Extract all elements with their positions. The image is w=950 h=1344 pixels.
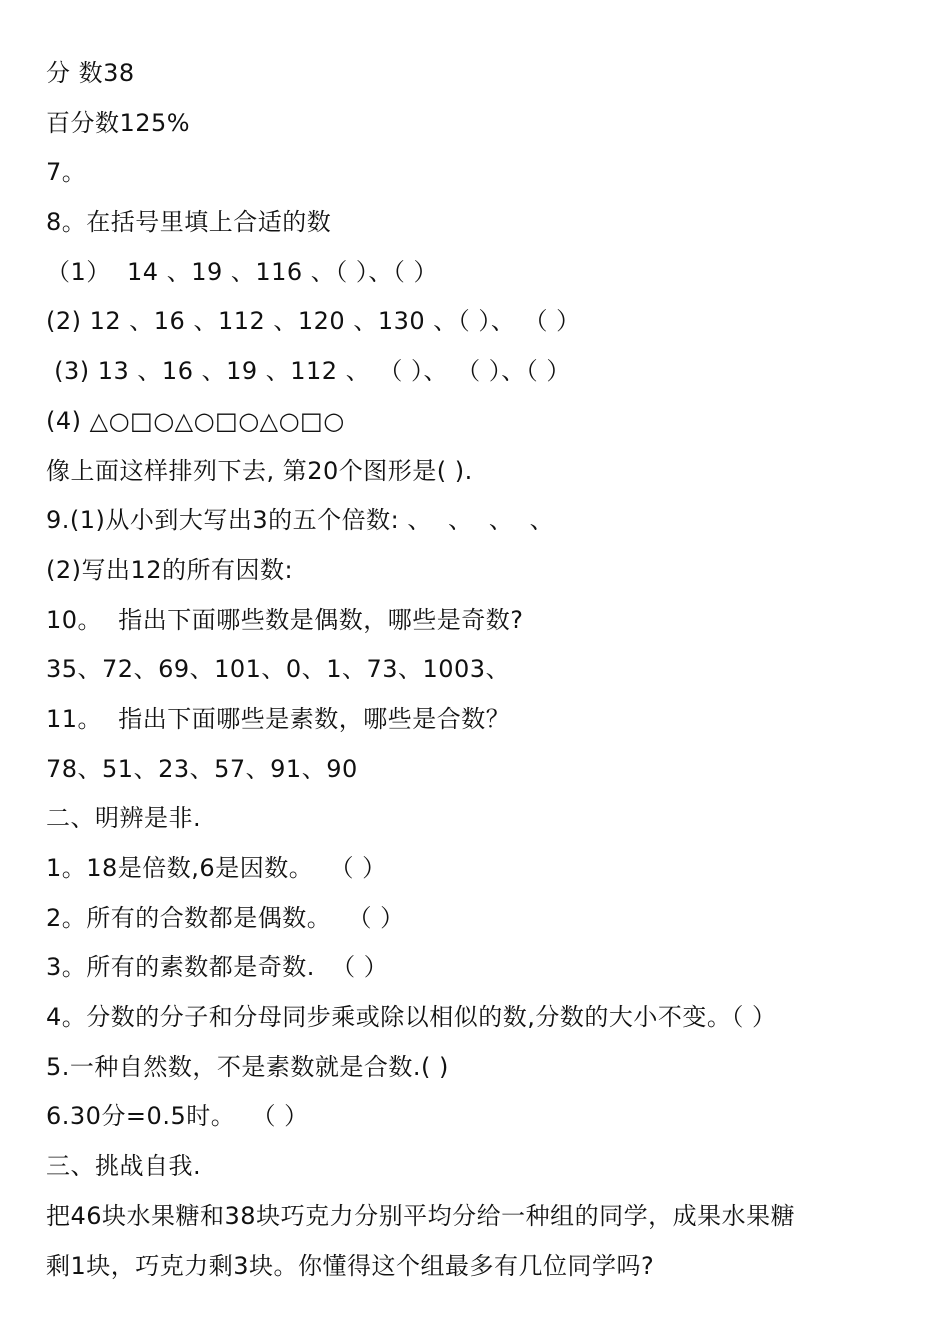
question-10-heading: 10。 指出下面哪些数是偶数，哪些是奇数? xyxy=(46,605,524,634)
challenge-problem-line-1: 把46块水果糖和38块巧克力分别平均分给一种组的同学，成果水果糖 xyxy=(46,1201,796,1230)
document-page xyxy=(46,49,916,1291)
section-2-heading: 二、明辨是非. xyxy=(46,804,202,833)
text-line: 7。 xyxy=(46,158,87,187)
true-false-item-6: 6.30分=0.5时。 （ ） xyxy=(46,1102,309,1131)
question-10-numbers: 35、72、69、101、0、1、73、1003、 xyxy=(46,655,511,684)
text-line: 分 数38 xyxy=(46,59,135,87)
question-8-part-4: (4) △○□○△○□○△○□○ xyxy=(46,406,345,435)
question-11-numbers: 78、51、23、57、91、90 xyxy=(46,754,358,783)
true-false-item-3: 3。所有的素数都是奇数. （ ） xyxy=(46,953,389,982)
section-3-heading: 三、挑战自我. xyxy=(46,1152,202,1181)
true-false-item-5: 5.一种自然数，不是素数就是合数.( ) xyxy=(46,1052,449,1081)
question-9-part-2: (2)写出12的所有因数: xyxy=(46,555,294,584)
text-line: 百分数125% xyxy=(46,108,191,137)
true-false-item-4: 4。分数的分子和分母同步乘或除以相似的数,分数的大小不变。（ ） xyxy=(46,1003,777,1032)
question-11-heading: 11。 指出下面哪些是素数，哪些是合数？ xyxy=(46,704,511,733)
question-8-part-2: (2) 12 、16 、112 、120 、130 、（ ）、 （ ） xyxy=(46,307,581,336)
true-false-item-2: 2。所有的合数都是偶数。 （ ） xyxy=(46,903,405,932)
question-8-part-1: （1） 14 、19 、116 、（ ）、（ ） xyxy=(46,257,439,286)
true-false-item-1: 1。18是倍数,6是因数。 （ ） xyxy=(46,854,387,882)
question-9-part-1: 9.(1)从小到大写出3的五个倍数: 、 、 、 、 xyxy=(46,506,555,535)
question-8-part-3: (3) 13 、16 、19 、112 、 （ ）、 （ ）、（ ） xyxy=(46,357,571,386)
question-8-part-4-prompt: 像上面这样排列下去, 第20个图形是( ). xyxy=(46,456,473,485)
challenge-problem-line-2: 剩1块，巧克力剩3块。你懂得这个组最多有几位同学吗? xyxy=(46,1251,655,1280)
question-8-heading: 8。在括号里填上合适的数 xyxy=(46,208,332,237)
